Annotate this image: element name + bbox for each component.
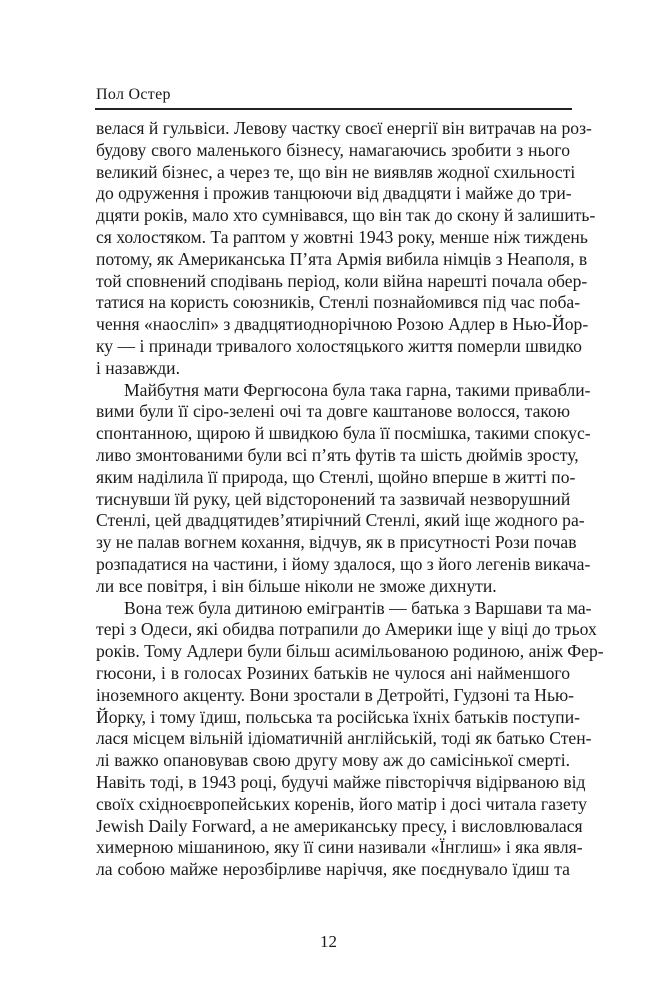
running-header-author: Пол Остер: [96, 86, 171, 103]
text-line: ла собою майже нерозбірливе наріччя, яке поєднувало їдиш та: [96, 859, 570, 880]
text-line: будову свого маленького бізнесу, намагаючись зробити з нього: [96, 139, 570, 160]
text-line: іноземного акценту. Вони зростали в Детройті, Гудзоні та Нью-: [96, 684, 575, 705]
text-line: вими були її сіро-зелені очі та довге каштанове волосся, такою: [96, 401, 570, 422]
text-line: химерною мішаниною, яку її сини називали «Їнглиш» і яка явля-: [96, 837, 583, 858]
text-line: ли все повітря, і він більше ніколи не зможе дихнути.: [96, 575, 497, 596]
text-line: яким наділила її природа, що Стенлі, щойно вперше в житті по-: [96, 466, 576, 487]
text-line: лася місцем вільній ідіоматичній англійській, тоді як батько Стен-: [96, 728, 592, 749]
text-line: дцяти років, мало хто сумнівався, що він так до скону й залишить-: [96, 205, 596, 226]
text-line: Стенлі, цей двадцятидев’ятирічний Стенлі, який іще жодного ра-: [96, 510, 585, 531]
text-line: той сповнений сподівань період, коли війна нарешті почала обер-: [96, 270, 588, 291]
text-line: Майбутня мати Фергюсона була така гарна, такими привабли-: [124, 379, 591, 400]
text-line: зу не палав вогнем кохання, відчув, як в присутності Рози почав: [96, 532, 577, 553]
text-line: своїх східноєвропейських коренів, його матір і досі читала газету: [96, 793, 587, 814]
text-line: розпадатися на частини, і йому здалося, що з його легенів викача-: [96, 553, 591, 574]
text-line: великий бізнес, а через те, що він не виявляв жодної схильності: [96, 161, 576, 182]
text-line: Jewish Daily Forward, а не американську пресу, і висловлювалася: [96, 815, 583, 836]
text-line: ся холостяком. Та раптом у жовтні 1943 року, менше ніж тиждень: [96, 226, 588, 247]
text-line: років. Тому Адлери були більш асимільованою родиною, аніж Фер-: [96, 641, 604, 662]
text-line: і назавжди.: [96, 357, 180, 378]
text-line: лі важко опановував свою другу мову аж до самісінької смерті.: [96, 750, 570, 771]
text-line: ливо змонтованими були всі п’ять футів та шість дюймів зросту,: [96, 444, 579, 465]
text-line: велася й гульвіси. Левову частку своєї енергії він витрачав на роз-: [96, 118, 592, 138]
page-number: 12: [320, 932, 337, 951]
text-line: тері з Одеси, які обидва потрапили до Америки іще у віці до трьох: [96, 619, 597, 640]
header-rule: [95, 108, 572, 110]
text-line: гюсони, і в голосах Розиних батьків не чулося ані найменшого: [96, 662, 570, 683]
text-line: до одруження і прожив танцюючи від двадцяти і майже до три-: [96, 183, 572, 204]
page-body-text: [96, 118, 604, 881]
text-line: тиснувши їй руку, цей відсторонений та зазвичай незворушний: [96, 488, 571, 509]
text-line: Йорку, і тому їдиш, польська та російська їхніх батьків поступи-: [96, 706, 580, 727]
text-line: Вона теж була дитиною емігрантів — батька з Варшави та ма-: [124, 597, 592, 618]
text-line: спонтанною, щирою й швидкою була її посмішка, такими спокус-: [96, 423, 591, 444]
text-line: потому, як Американська П’ята Армія вибила німців з Неаполя, в: [96, 248, 588, 269]
text-line: татися на користь союзників, Стенлі познайомився під час поба-: [96, 292, 581, 313]
text-line: чення «наосліп» з двадцятиоднорічною Розою Адлер в Нью-Йор-: [96, 314, 589, 335]
text-line: ку — і принади тривалого холостяцького життя померли швидко: [96, 335, 582, 356]
text-line: Навіть тоді, в 1943 році, будучі майже півсторіччя відірваною від: [96, 771, 586, 792]
